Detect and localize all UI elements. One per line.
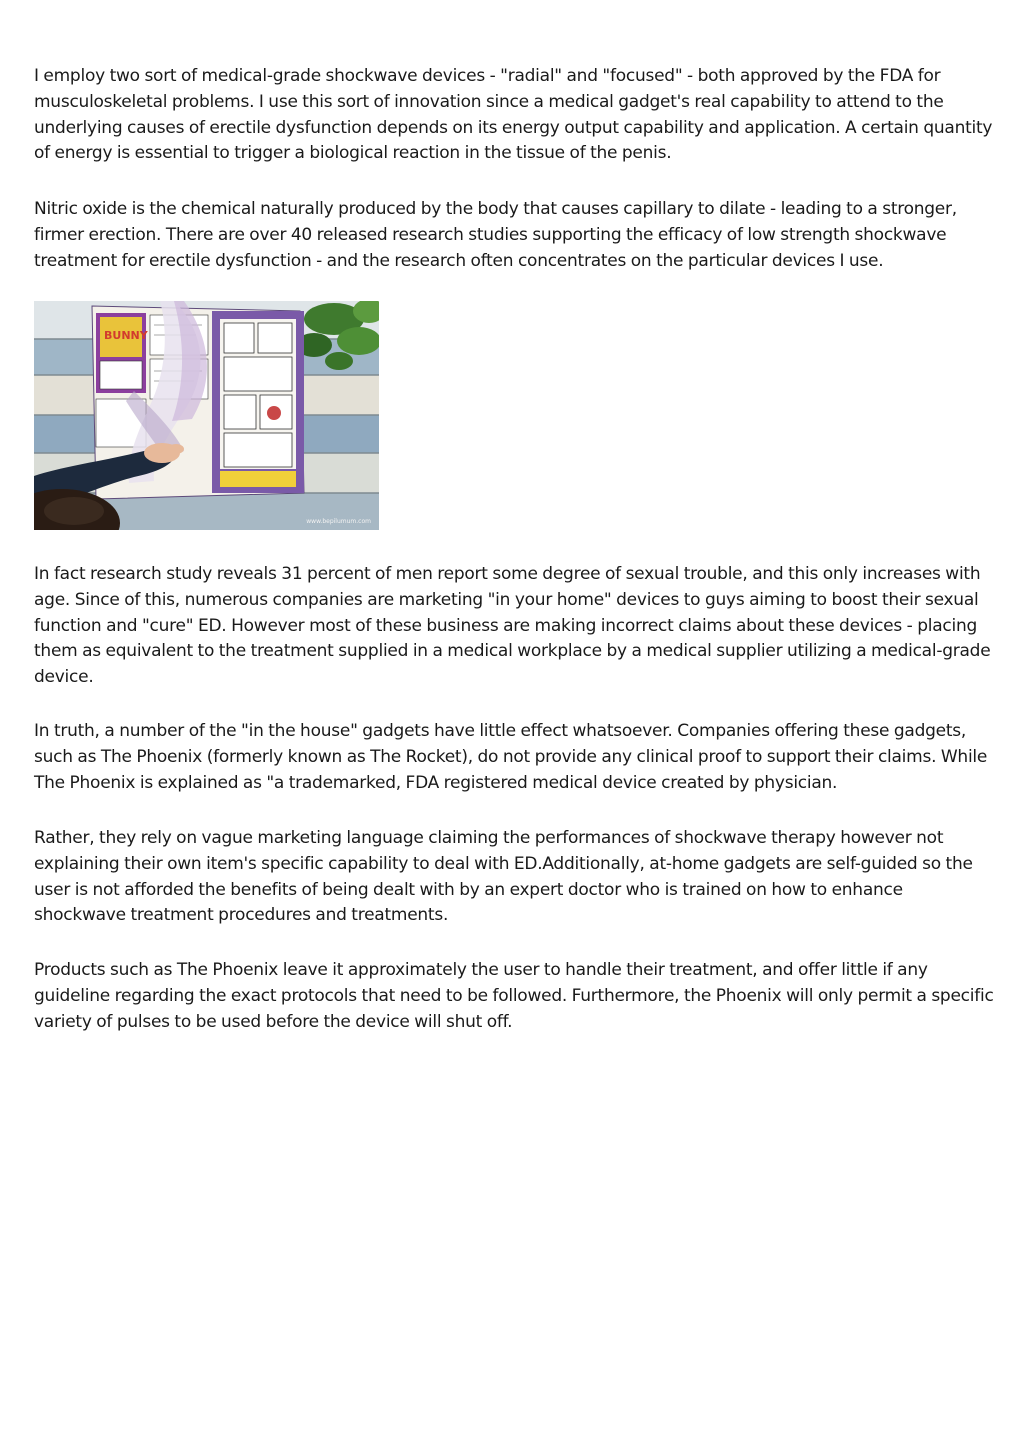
paragraph-phoenix-protocols: Products such as The Phoenix leave it approximately the user to handle their treatment, and offer little if any guideline regarding the exact protocols that need to be followed. Furthermore, the Phoenix will only permit a specific variety of pulses to be used before the device will shut off. xyxy=(34,960,994,1032)
paragraph-nitric-oxide: Nitric oxide is the chemical naturally produced by the body that causes capillary to dilate - leading to a stronger, firmer erection. There are over 40 released research studies supporting the efficacy of low strength shockwave treatment for erectile dysfunction - and the research often concentrates on the particular devices I use. xyxy=(34,199,957,271)
svg-text:BUNNY: BUNNY xyxy=(104,329,148,342)
paragraph-in-the-house-gadgets: In truth, a number of the "in the house" gadgets have little effect whatsoever. Companies offering these gadgets, such as The Phoenix (formerly known as The Rocket), do not provide any clinical proof to support their claims. While The Phoenix is explained as "a trademarked, FDA registered medical device created by physician. xyxy=(34,721,988,793)
comic-book-photo-graphic xyxy=(34,301,379,530)
photo-watermark: www.bepilumum.com xyxy=(306,518,371,525)
paragraph-vague-marketing: Rather, they rely on vague marketing language claiming the performances of shockwave therapy however not explaining their own item's specific capability to deal with ED.Additionally, at-home gadgets are self-guided so the user is not afforded the benefits of being dealt with by an expert doctor who is trained on how to enhance shockwave treatment procedures and treatments. xyxy=(34,828,973,926)
paragraph-sexual-trouble: In fact research study reveals 31 percent of men report some degree of sexual trouble, and this only increases with age. Since of this, numerous companies are marketing "in your home" devices to guys aiming to boost their sexual function and "cure" ED. However most of these business are making incorrect claims about these devices - placing them as equivalent to the treatment supplied in a medical workplace by a medical supplier utilizing a medical-grade device. xyxy=(34,564,991,688)
paragraph-shockwave-devices: I employ two sort of medical-grade shockwave devices - "radial" and "focused" - both approved by the FDA for musculoskeletal problems. I use this sort of innovation since a medical gadget's real capability to attend to the underlying causes of erectile dysfunction depends on its energy output capability and application. A certain quantity of energy is essential to trigger a biological reaction in the tissue of the penis. xyxy=(34,66,993,164)
comic-book-photo xyxy=(34,301,379,530)
